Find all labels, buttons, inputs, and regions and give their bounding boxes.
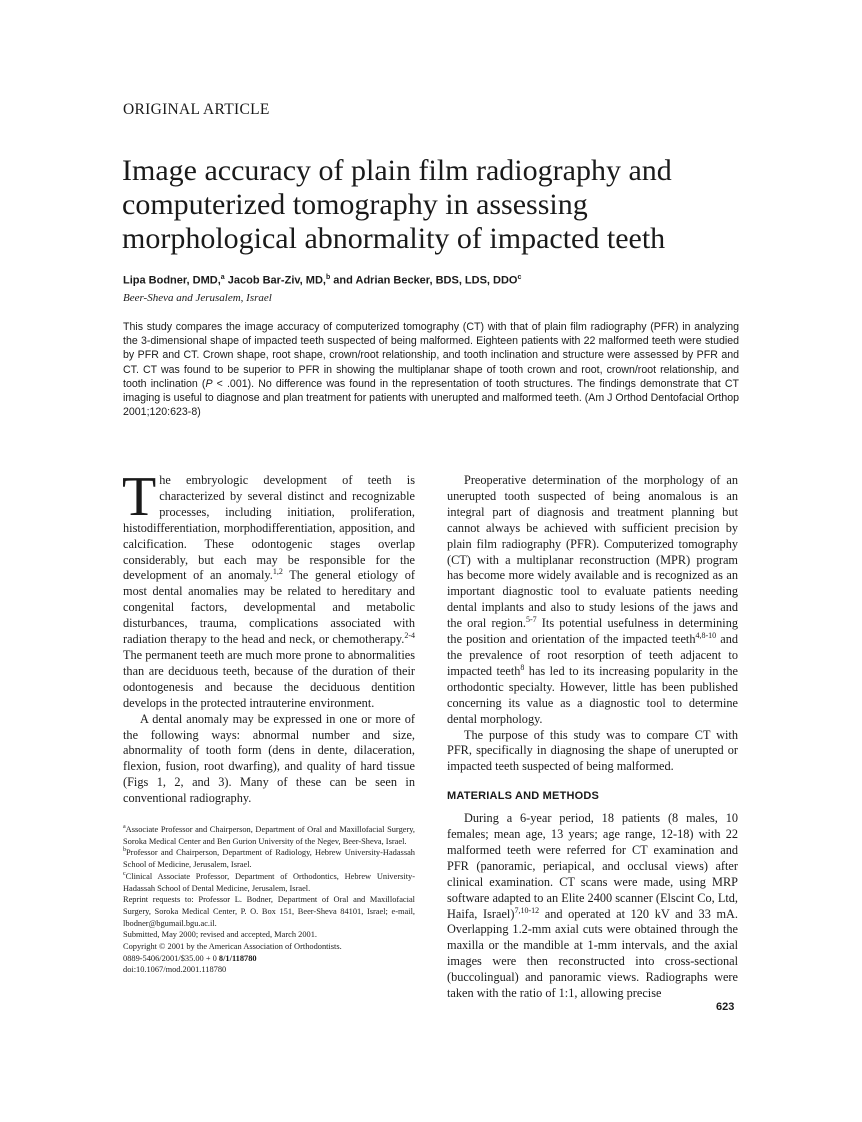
- paragraph-text: During a 6-year period, 18 patients (8 males, 10 females; mean age, 13 years; age range, 12-18) with 22 malformed teeth were referred for CT examination and PFR (panoramic, periapical, and occlusal views) after clinical examination. CT scans were made, using MRP software adapted to an Elite 2400 scanner (Elscint Co, Ltd, Haifa, Israel): [447, 811, 738, 921]
- doi: doi:10.1067/mod.2001.118780: [123, 965, 227, 975]
- paragraph-text: Its potential usefulness in determining the position and orientation of the impacted teeth: [447, 616, 738, 647]
- paragraph-text: and operated at 120 kV and 33 mA. Overlapping 1.2-mm axial cuts were obtained through the maxilla or the mandible at 1-mm intervals, and the axial images were then reconstructed into cross-sectional (buccolingual) and panoramic views. Radiographs were taken with the ratio of 1:1, allowing precise: [447, 906, 739, 1001]
- citation-ref: 2-4: [404, 630, 415, 640]
- paragraph-purpose: The purpose of this study was to compare CT with PFR, specifically in diagnosing the shape of unerupted or impacted teeth suspected of being malformed.: [447, 727, 738, 774]
- footnote-b: [123, 847, 415, 870]
- author-3-mark: c: [517, 274, 522, 281]
- paragraph-text: The general etiology of most dental anomalies may be related to hereditary and congenital factors, developmental and metabolic disturbances, trauma, complications associated with radiation therapy to the head and neck, or chemotherapy.: [123, 568, 415, 647]
- reprint-requests: Reprint requests to: Professor L. Bodner, Department of Oral and Maxillofacial Surgery, Soroka Medical Center, P. O. Box 151, Beer-Sheva 84101, Israel; e-mail, lbodner@bgumail.bgu.ac.il.: [123, 895, 415, 928]
- footnote-text: Professor and Chairperson, Department of Radiology, Hebrew University-Hadassah School of Medicine, Jerusalem, Israel.: [123, 848, 415, 870]
- citation-ref: 1,2: [272, 567, 283, 577]
- footnote-mark: a: [123, 824, 126, 831]
- abstract-p-symbol: P: [205, 377, 213, 390]
- author-2: Jacob Bar-Ziv, MD,: [224, 274, 326, 287]
- paragraph-text: he embryologic development of teeth is characterized by several distinct and recognizable processes, including initiation, proliferation, histodifferentiation, morphodifferentiation, apposition, and calcification. These odontogenic stages overlap considerably, but each may be responsible for the development of an anomaly.: [123, 473, 415, 583]
- footnote-c: [123, 871, 415, 894]
- citation-ref: 5-7: [525, 615, 537, 625]
- footnote-text: Associate Professor and Chairperson, Department of Oral and Maxillofacial Surgery, Soroka Medical Center and Ben Gurion University of the Negev, Beer-Sheva, Israel.: [123, 825, 415, 846]
- body-column-right: [447, 473, 738, 1002]
- paragraph-intro: [122, 466, 415, 712]
- paragraph-text: has led to its increasing popularity in the orthodontic specialty. However, little has been published concerning its value as a diagnostic tool to determine dental morphology.: [447, 663, 738, 726]
- drop-cap: T: [122, 466, 157, 528]
- footnote-mark: b: [123, 847, 126, 854]
- footnote-mark: c: [123, 871, 126, 878]
- citation-ref: 4,8-10: [695, 630, 717, 640]
- paragraph-methods: [447, 811, 738, 1002]
- paragraph-preoperative: [447, 473, 738, 728]
- author-1-mark: a: [220, 274, 225, 281]
- citation-ref: 7,10-12: [514, 905, 540, 915]
- section-heading-methods: MATERIALS AND METHODS: [447, 790, 600, 803]
- author-2-mark: b: [325, 274, 331, 281]
- page-number: 623: [716, 1001, 735, 1013]
- abstract-text-1: This study compares the image accuracy of computerized tomography (CT) with that of plain film radiography (PFR) in analyzing the 3-dimensional shape of impacted teeth suspected of being malformed. Eighteen patients with 22 malformed teeth were studied by PFR and CT. Crown shape, root shape, crown/root relationship, and tooth inclination and structure were assessed by PFR and CT. CT was found to be superior to PFR in showing the multiplanar shape of tooth crown and root, crown/root relationship, and tooth inclination (: [123, 321, 739, 390]
- issn: 0889-5406/2001/$35.00 + 0: [123, 953, 219, 963]
- footnote-a: [123, 824, 415, 847]
- author-1: Lipa Bodner, DMD,: [123, 274, 221, 287]
- issn-id: 8/1/118780: [218, 953, 257, 963]
- paragraph-text: The permanent teeth are much more prone to abnormalities than are deciduous teeth, because of the duration of their odontogenesis and because the deciduous dentition develops in the protected intrauterine environment.: [123, 647, 415, 710]
- author-list: [123, 274, 521, 287]
- abstract-text-2: < .001). No difference was found in the representation of tooth structures. The findings demonstrate that CT imaging is useful to diagnose and plan treatment for patients with unerupted and malformed teeth. (Am J Orthod Dentofacial Orthop 2001;120:623-8): [123, 377, 740, 419]
- footnote-text: Clinical Associate Professor, Department of Orthodontics, Hebrew University-Hadassah School of Dental Medicine, Jerusalem, Israel.: [123, 871, 415, 893]
- paragraph-text: Preoperative determination of the morphology of an unerupted tooth suspected of being anomalous is an integral part of diagnosis and treatment planning but cannot always be achieved with sufficient precision by plain film radiography (PFR). Computerized tomography (CT) with a multiplanar reconstruction (MPR) program has become more widely available and is recognized as an important diagnostic tool to evaluate patients needing dental implants and also to study lesions of the jaws and the oral region.: [447, 473, 738, 631]
- citation-ref: 8: [520, 662, 525, 672]
- submission-dates: Submitted, May 2000; revised and accepted, March 2001.: [123, 930, 317, 940]
- author-3: and Adrian Becker, BDS, LDS, DDO: [330, 274, 518, 287]
- author-location: Beer-Sheva and Jerusalem, Israel: [123, 292, 272, 304]
- body-column-left: [122, 466, 415, 807]
- copyright-notice: Copyright © 2001 by the American Association of Orthodontists.: [123, 942, 342, 952]
- abstract: [123, 320, 739, 419]
- paragraph-text: and the prevalence of root resorption of teeth adjacent to impacted teeth: [447, 632, 738, 678]
- paragraph-anomaly: A dental anomaly may be expressed in one or more of the following ways: abnormal number and size, abnormality of tooth form (dens in dente, dilaceration, flexion, fusion, root dwarfing), and quality of hard tissue (Figs 1, 2, and 3). Many of these can be seen in conventional radiography.: [123, 711, 415, 806]
- issn-line: [123, 953, 415, 965]
- article-title: Image accuracy of plain film radiography and computerized tomography in assessing morphological abnormality of impacted teeth: [122, 154, 672, 255]
- section-label: ORIGINAL ARTICLE: [123, 101, 270, 118]
- footnotes: [123, 824, 415, 976]
